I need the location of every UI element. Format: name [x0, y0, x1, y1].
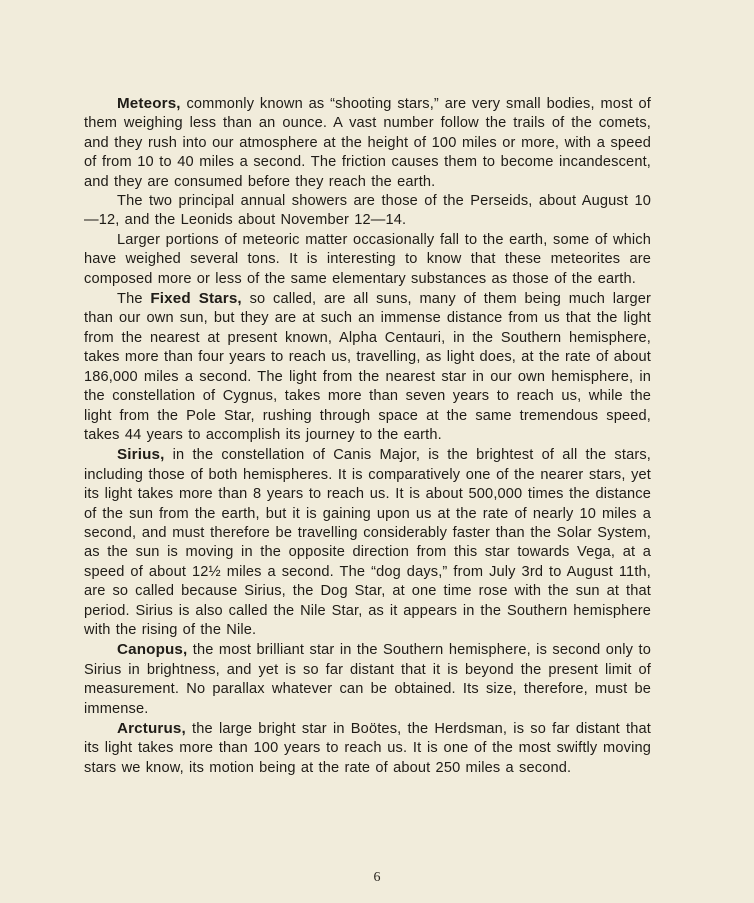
text-canopus: the most brilliant star in the Southern hemisphere, is second only to Sirius in brightness, and yet is so far distant that it is beyond the present limit of measurement. No parallax whatever can be obtained. Its size, therefore, must be immense. — [84, 642, 651, 717]
text-arcturus: the large bright star in Boötes, the Herdsman, is so far distant that its light takes more than 100 years to reach us. It is one of the most swiftly moving stars we know, its motion being at the rate of about 250 miles a second. — [84, 721, 651, 776]
heading-canopus: Canopus, — [117, 641, 188, 659]
paragraph-fixed-stars — [84, 289, 651, 445]
paragraph-showers — [84, 192, 651, 231]
heading-fixed-stars: Fixed Stars, — [150, 290, 242, 308]
paragraph-sirius — [84, 445, 651, 640]
paragraph-canopus — [84, 640, 651, 719]
paragraph-meteorites — [84, 231, 651, 289]
text-meteorites: Larger portions of meteoric matter occasionally fall to the earth, some of which have weighed several tons. It is interesting to know that these meteorites are composed more or less of the same elementary substances as those of the earth. — [84, 231, 651, 287]
heading-arcturus: Arcturus, — [117, 720, 186, 737]
text-showers: The two principal annual showers are those of the Perseids, about August 10—12, and the Leonids about November 12—14. — [84, 193, 651, 229]
text-sirius: in the constellation of Canis Major, is the brightest of all the stars, including those of both hemispheres. It is comparatively one of the nearer stars, yet its light takes more than 8 years to reach us. It is about 500,000 times the distance of the sun from the earth, but it is gaining upon us at the rate of nearly 10 miles a second, and must therefore be travelling considerably faster than the Solar System, as the sun is moving in the opposite direction from this star towards Vega, at a speed of about 12½ miles a second. The “dog days,” from July 3rd to August 11th, are so called because Sirius, the Dog Star, at one time rose with the sun at that period. Sirius is also called the Nile Star, as it appears in the Southern hemisphere with the rising of the Nile. — [84, 447, 651, 638]
body-text — [84, 94, 651, 778]
text-fixed-stars-prefix: The — [117, 291, 151, 308]
text-meteors: commonly known as “shooting stars,” are very small bodies, most of them weighing less than an ounce. A vast number follow the trails of the comets, and they rush into our atmosphere at the height of 100 miles or more, with a speed of from 10 to 40 miles a second. The friction causes them to become incandescent, and they are consumed before they reach the earth. — [84, 96, 651, 190]
heading-meteors: Meteors, — [117, 95, 181, 112]
text-fixed-stars: so called, are all suns, many of them being much larger than our own sun, but they are at such an immense distance from us that the light from the nearest at present known, Alpha Centauri, in the Southern hemisphere, takes more than four years to reach us, travelling, as light does, at the rate of about 186,000 miles a second. The light from the nearest star in our own hemisphere, in the constellation of Cygnus, takes more than seven years to reach us, while the light from the Pole Star, rushing through space at the same tremendous speed, takes 44 years to accomplish its journey to the earth. — [84, 291, 651, 443]
page-number: 6 — [373, 870, 381, 885]
paragraph-meteors — [84, 94, 651, 192]
heading-sirius: Sirius, — [117, 446, 165, 464]
paragraph-arcturus — [84, 719, 651, 778]
